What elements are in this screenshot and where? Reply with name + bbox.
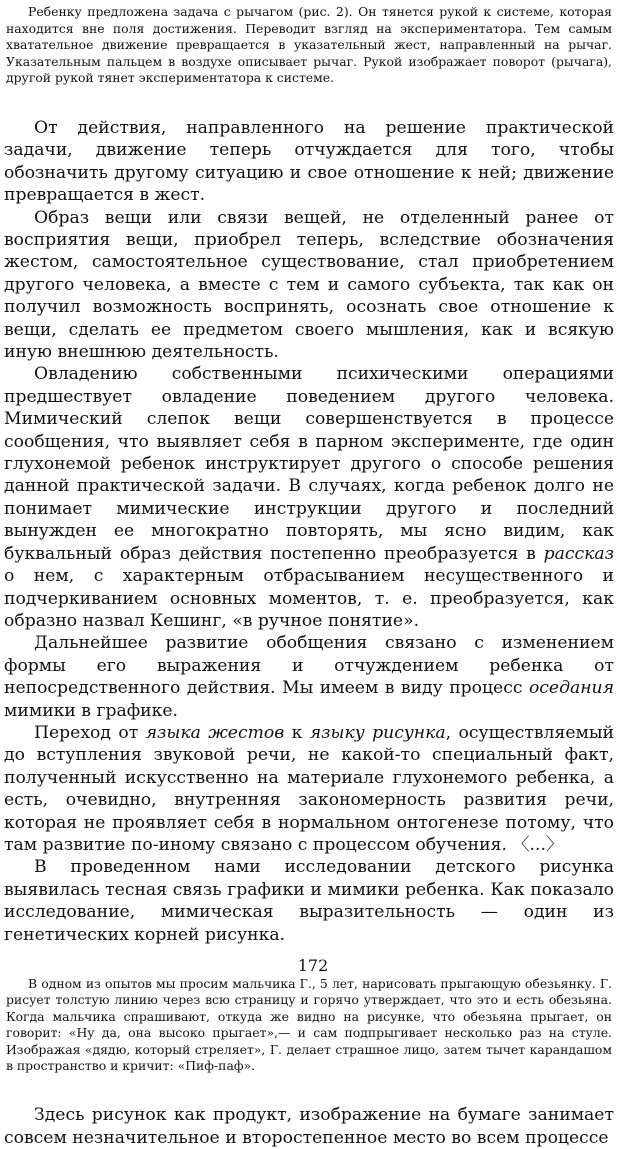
paragraph-6: В проведенном нами исследовании детского рисунка выявилась тесная связь графики и мимики ребенка. Как показало исследование, мимическая выразительность — один из генетических корней рисунка.	[4, 857, 614, 945]
main-text-block	[4, 117, 614, 946]
paragraph-3-part-b: о нем, с характерным отбрасыванием несущественного и подчеркиванием основных моментов, т. е. преобразуется, как образно назвал Кешинг, «в ручное понятие».	[4, 566, 614, 631]
italic-word-rasskaz: рассказ	[543, 543, 614, 564]
paragraph-3-part-a: Овладению собственными психическими операциями предшествует овладение поведением другого человека. Мимический слепок вещи совершенствуется в процессе сообщения, что выявляет себя в парном эксперименте, где один глухонемой ребенок инструктирует другого о способе решения данной практической задачи. В случаях, когда ребенок долго не понимает мимические инструкции другого и последний вынужден ее многократно повторять, мы ясно видим, как буквальный образ действия постепенно преобразуется в	[4, 364, 614, 564]
paragraph-4-part-b: мимики в графике.	[4, 700, 178, 721]
italic-phrase-gesture-language: языка жестов	[145, 722, 285, 743]
paragraph-5-part-b: , осуществляемый до вступления звуковой речи, не какой-то специальный факт, полученный искусственно на материале глухонемого ребенка, а есть, очевидно, внутренняя закономерность развития речи, которая не проявляет себя в нормальном онтогенезе потому, что там развитие по-иному связано с процессом обучения. 〈...〉	[4, 722, 614, 855]
paragraph-4-part-a: Дальнейшее развитие обобщения связано с изменением формы его выражения и отчуждением ребенка от непосредственного действия. Мы имеем в виду процесс	[4, 633, 614, 699]
paragraph-4	[4, 632, 614, 722]
paragraph-1: От действия, направленного на решение практической задачи, движение теперь отчуждается для того, чтобы обозначить другому ситуацию и свое отношение к ней; движение превращается в жест.	[4, 117, 614, 206]
paragraph-3	[4, 363, 614, 632]
italic-word-osedaniya: оседания	[528, 678, 614, 699]
note-paragraph: В одном из опытов мы просим мальчика Г., 5 лет, нарисовать прыгающую обезьянку. Г. рисует толстую линию через всю страницу и горячо утверждает, что это и есть обезьяна. Когда мальчика спрашивают, откуда же видно на рисунке, что обезьяна прыгает, он говорит: «Ну да, она высоко прыгает»,— и сам подпрыгивает несколько раз на стуле. Изображая «дядю, который стреляет», Г. делает страшное лицо, затем тычет карандашом в пространство и кричит: «Пиф-паф».	[6, 976, 612, 1074]
paragraph-5	[4, 722, 614, 856]
paragraph-5-part-a: Переход от	[34, 722, 146, 743]
example-note-block	[6, 976, 612, 1074]
paragraph-2: Образ вещи или связи вещей, не отделенный ранее от восприятия вещи, приобрел теперь, вследствие обозначения жестом, самостоятельное существование, стал приобретением другого человека, а вместе с тем и самого субъекта, так как он получил возможность воспринять, осознать свое отношение к вещи, сделать ее предметом своего мышления, как и всякую иную внешнюю деятельность.	[4, 207, 614, 363]
closing-text-block	[4, 1104, 614, 1149]
italic-phrase-drawing-language: языку рисунка	[309, 722, 446, 743]
caption-paragraph: Ребенку предложена задача с рычагом (рис. 2). Он тянется рукой к системе, которая находится вне поля достижения. Переводит взгляд на экспериментатора. Тем самым хватательное движение превращается в указательный жест, направленный на рычаг. Указательным пальцем в воздухе описывает рычаг. Рукой изображает поворот (рычага), другой рукой тянет экспериментатора к системе.	[6, 4, 612, 86]
closing-paragraph: Здесь рисунок как продукт, изображение на бумаге занимает совсем незначительное и второстепенное место во всем процессе	[4, 1105, 614, 1148]
page-number: 172	[297, 956, 329, 975]
caption-block	[6, 4, 612, 87]
paragraph-5-mid: к	[284, 722, 310, 743]
